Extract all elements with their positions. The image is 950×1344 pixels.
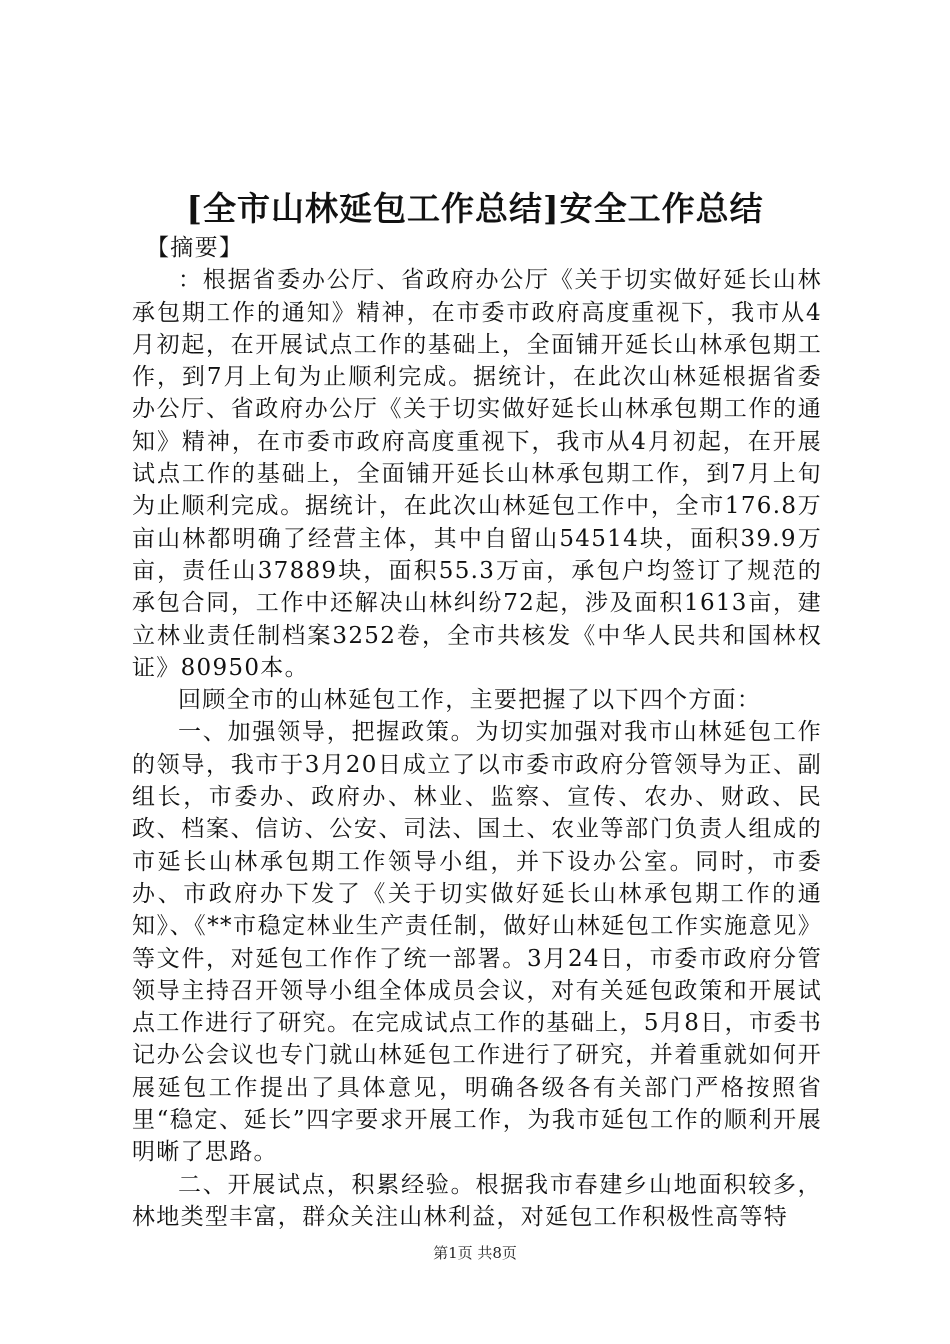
paragraph-abstract: ：根据省委办公厅、省政府办公厅《关于切实做好延长山林承包期工作的通知》精神，在市委市政府高度重视下，我市从4月初起，在开展试点工作的基础上，全面铺开延长山林承包期工作，到7月上旬为止顺利完成。据统计，在此次山林延根据省委办公厅、省政府办公厅《关于切实做好延长山林承包期工作的通知》精神，在市委市政府高度重视下，我市从4月初起，在开展试点工作的基础上，全面铺开延长山林承包期工作，到7月上旬为止顺利完成。据统计，在此次山林延包工作中，全市176.8万亩山林都明确了经营主体，其中自留山54514块，面积39.9万亩，责任山37889块，面积55.3万亩，承包户均签订了规范的承包合同，工作中还解决山林纠纷72起，涉及面积1613亩，建立林业责任制档案3252卷，全市共核发《中华人民共和国林权证》80950本。	[132, 267, 822, 681]
page-number-footer: 第1页 共8页	[433, 1244, 517, 1262]
paragraph-section-1: 一、加强领导，把握政策。为切实加强对我市山林延包工作的领导，我市于3月20日成立了以市委市政府分管领导为正、副组长，市委办、政府办、林业、监察、宣传、农办、财政、民政、档案、信访、公安、司法、国土、农业等部门负责人组成的市延长山林承包期工作领导小组，并下设办公室。同时，市委办、市政府办下发了《关于切实做好延长山林承包期工作的通知》、《**市稳定林业生产责任制，做好山林延包工作实施意见》等文件，对延包工作作了统一部署。3月24日，市委市政府分管领导主持召开领导小组全体成员会议，对有关延包政策和开展试点工作进行了研究。在完成试点工作的基础上，5月8日，市委书记办公会议也专门就山林延包工作进行了研究，并着重就如何开展延包工作提出了具体意见，明确各级各有关部门严格按照省里“稳定、延长”四字要求开展工作，为我市延包工作的顺利开展明晰了思路。	[132, 719, 822, 1166]
paragraph-section-2: 二、开展试点，积累经验。根据我市春建乡山地面积较多，林地类型丰富，群众关注山林利益，对延包工作积极性高等特	[132, 1171, 822, 1230]
document-title: [全市山林延包工作总结]安全工作总结	[186, 189, 764, 228]
abstract-label: 【摘要】	[146, 235, 244, 261]
paragraph-review: 回顾全市的山林延包工作，主要把握了以下四个方面：	[178, 687, 762, 714]
document-body	[132, 232, 822, 1233]
